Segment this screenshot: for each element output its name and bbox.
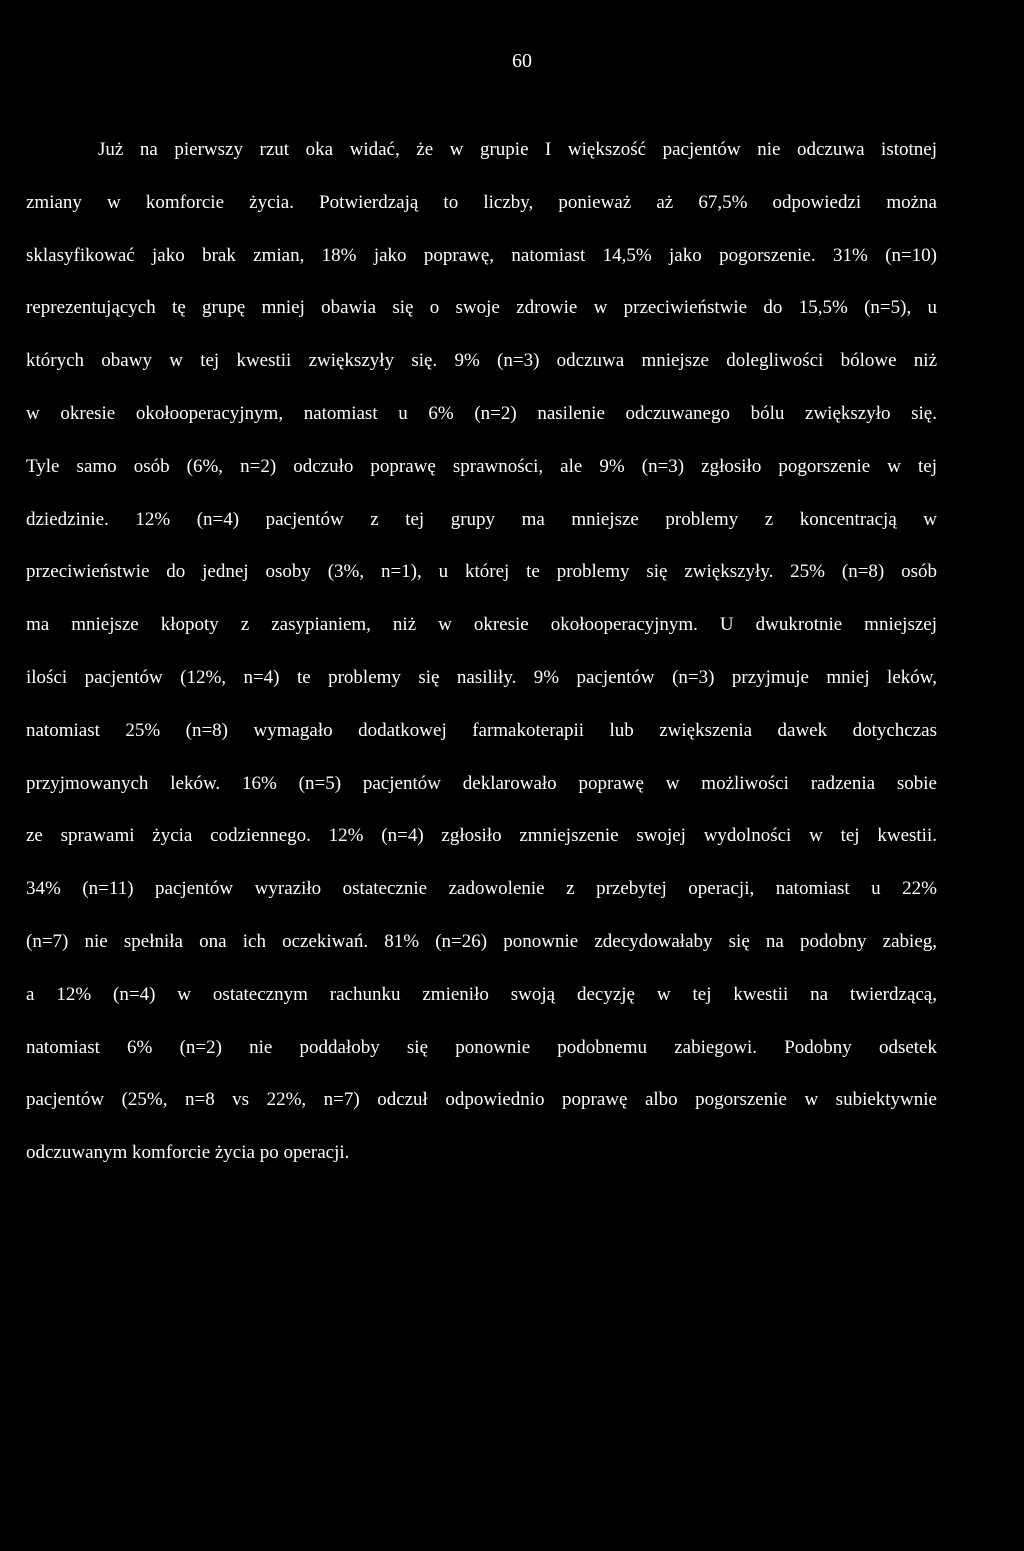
paragraph-line: ze sprawami życia codziennego. 12% (n=4) zgłosiło zmniejszenie swojej wydolności w tej kwestii. [26,825,937,847]
paragraph-line: których obawy w tej kwestii zwiększyły się. 9% (n=3) odczuwa mniejsze dolegliwości bólowe niż [26,350,937,372]
paragraph-line: a 12% (n=4) w ostatecznym rachunku zmieniło swoją decyzję w tej kwestii na twierdzącą, [26,983,937,1005]
paragraph-line: Już na pierwszy rzut oka widać, że w grupie I większość pacjentów nie odczuwa istotnej [98,139,937,160]
paragraph-line: 34% (n=11) pacjentów wyraziło ostatecznie zadowolenie z przebytej operacji, natomiast u 22% [26,878,937,900]
paragraph-line: Tyle samo osób (6%, n=2) odczuło poprawę sprawności, ale 9% (n=3) zgłosiło pogorszenie w tej [26,455,937,477]
paragraph-line: dziedzinie. 12% (n=4) pacjentów z tej grupy ma mniejsze problemy z koncentracją w [26,508,937,530]
paragraph-line: (n=7) nie spełniła ona ich oczekiwań. 81% (n=26) ponownie zdecydowałaby się na podobny zabieg, [26,930,937,952]
paragraph-line: w okresie okołooperacyjnym, natomiast u 6% (n=2) nasilenie odczuwanego bólu zwiększyło się. [26,402,937,424]
paragraph-line: odczuwanym komforcie życia po operacji. [26,1142,350,1164]
paragraph-line: zmiany w komforcie życia. Potwierdzają to liczby, ponieważ aż 67,5% odpowiedzi można [26,191,937,213]
paragraph-line: ma mniejsze kłopoty z zasypianiem, niż w okresie okołooperacyjnym. U dwukrotnie mniejszej [26,614,937,636]
paragraph-line: przeciwieństwie do jednej osoby (3%, n=1), u której te problemy się zwiększyły. 25% (n=8) osób [26,561,937,583]
paragraph-line: natomiast 6% (n=2) nie poddałoby się ponownie podobnemu zabiegowi. Podobny odsetek [26,1036,937,1058]
paragraph-line: pacjentów (25%, n=8 vs 22%, n=7) odczuł odpowiednio poprawę albo pogorszenie w subiektywnie [26,1089,937,1111]
paragraph-line: przyjmowanych leków. 16% (n=5) pacjentów deklarowało poprawę w możliwości radzenia sobie [26,772,937,794]
paragraph-line: reprezentujących tę grupę mniej obawia się o swoje zdrowie w przeciwieństwie do 15,5% (n=5), u [26,297,937,319]
page-number: 60 [512,50,532,72]
paragraph-line: ilości pacjentów (12%, n=4) te problemy się nasiliły. 9% pacjentów (n=3) przyjmuje mniej leków, [26,666,937,688]
paragraph-line: natomiast 25% (n=8) wymagało dodatkowej farmakoterapii lub zwiększenia dawek dotychczas [26,719,937,741]
body-paragraph [26,124,937,1180]
paragraph-line: sklasyfikować jako brak zmian, 18% jako poprawę, natomiast 14,5% jako pogorszenie. 31% (n=10) [26,244,937,266]
